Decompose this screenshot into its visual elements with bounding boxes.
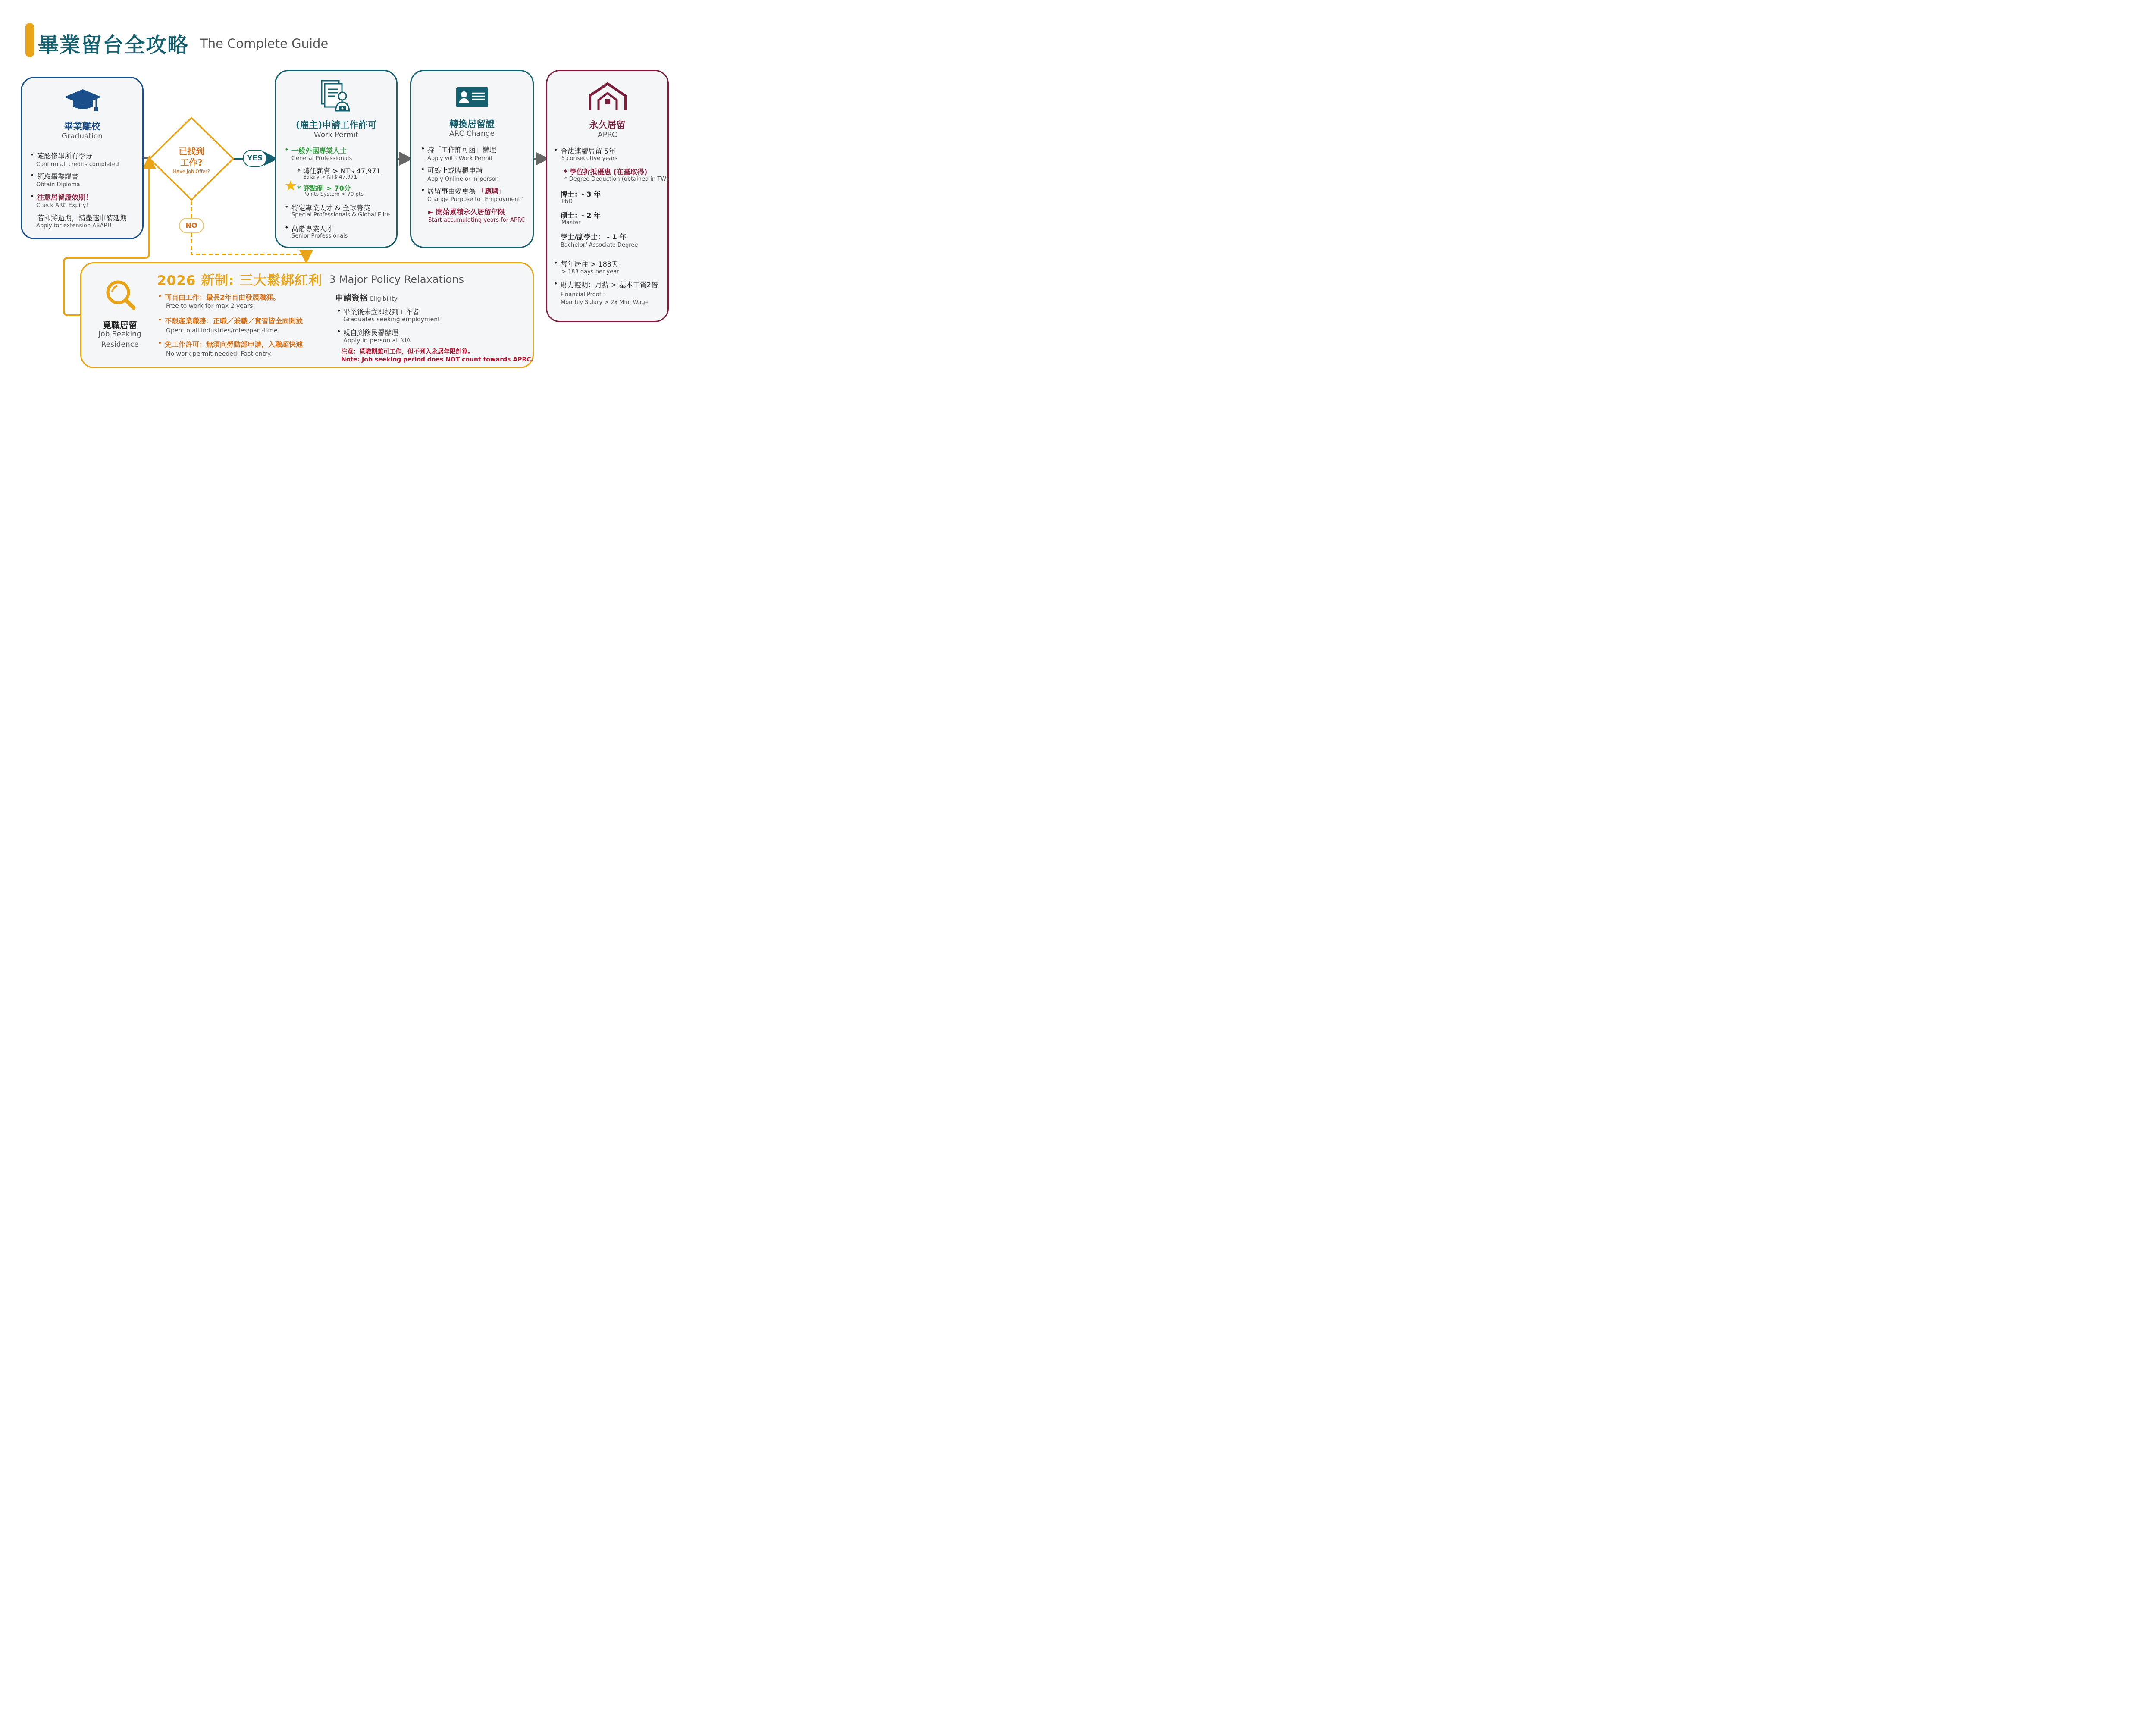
yes-label: YES	[247, 154, 263, 163]
arc-change	[427, 186, 505, 196]
aprc-degree-master: 碩士：- 2 年	[561, 211, 601, 220]
decision-question-line2: 工作?	[180, 157, 203, 168]
aprc-bullet-3: •	[554, 279, 558, 288]
page-title: 畢業留台全攻略	[38, 33, 189, 57]
document-person-icon	[321, 80, 352, 113]
eligibility-item-2: 親自到移民署辦理	[343, 329, 399, 337]
graduation-cap-icon	[63, 88, 102, 112]
arc-change-en: Change Purpose to "Employment"	[427, 196, 523, 203]
arc-change-text: 居留事由變更為	[427, 187, 478, 195]
eligibility-heading	[335, 292, 398, 303]
policy-title: 2026 新制: 三大鬆綁紅利	[157, 273, 323, 289]
work-permit-senior: 高階專業人才	[291, 225, 333, 233]
work-permit-senior-en: Senior Professionals	[291, 233, 348, 239]
arc-bullet-3: •	[421, 186, 425, 194]
aprc-title: 永久居留	[589, 120, 626, 130]
eligibility-heading-zh: 申請資格	[335, 293, 368, 303]
graduation-item-1-en: Confirm all credits completed	[36, 161, 119, 168]
aprc-degree-bachelor: 學士/副學士： - 1 年	[561, 233, 627, 241]
work-permit-salary: * 聘任薪資 > NT$ 47,971	[297, 167, 381, 175]
benefit-3-en: No work permit needed. Fast entry.	[166, 351, 272, 358]
aprc-years-en: 5 consecutive years	[561, 155, 618, 162]
aprc-degree-master-en: Master	[561, 220, 581, 226]
magnifier-icon	[105, 279, 136, 310]
arc-change-employment: 「應聘」	[478, 187, 506, 195]
aprc-days-en: > 183 days per year	[561, 269, 619, 275]
arc-start: ► 開始累積永久居留年限	[428, 208, 505, 216]
star-icon: ★	[284, 177, 298, 194]
work-permit-special-en: Special Professionals & Global Elite	[291, 212, 390, 218]
graduation-item-3-en: Check ARC Expiry!	[36, 202, 88, 209]
arc-bullet-2: •	[421, 165, 425, 173]
work-permit-points: * 評點制 > 70分	[297, 184, 351, 192]
graduation-item-2: 領取畢業證書	[37, 172, 79, 181]
benefit-1-en: Free to work for max 2 years.	[166, 303, 255, 310]
work-permit-bullet-2: •	[285, 203, 289, 211]
eligibility-item-1-en: Graduates seeking employment	[343, 316, 440, 323]
eligibility-bullet-2: •	[337, 327, 341, 336]
eligibility-heading-en: Eligibility	[370, 295, 398, 302]
benefit-bullet-3: •	[158, 339, 162, 347]
no-label: NO	[185, 221, 197, 229]
graduation-item-3: 注意居留證效期！	[37, 193, 93, 201]
arc-item-1-en: Apply with Work Permit	[427, 155, 493, 162]
work-permit-special: 特定專業人才 & 全球菁英	[291, 204, 370, 212]
aprc-money-en-1: Financial Proof :	[561, 292, 605, 298]
aprc-days: 每年居住 > 183天	[561, 260, 619, 268]
aprc-money: 財力證明：月薪 > 基本工資2倍	[561, 281, 658, 289]
graduation-bullet-3: •	[30, 192, 34, 200]
aprc-deduction-en: * Degree Deduction (obtained in TW)	[564, 176, 669, 182]
job-seeking-note: 注意：覓職期雖可工作，但不列入永居年限計算。	[341, 348, 474, 355]
benefit-bullet-2: •	[158, 316, 162, 324]
work-permit-bullet-1: •	[285, 145, 289, 154]
job-seeking-note-en: Note: Job seeking period does NOT count towards APRC.	[341, 356, 533, 363]
graduation-extra: 若即將過期，請盡速申請延期	[37, 214, 127, 222]
id-card-icon	[456, 87, 488, 107]
eligibility-item-2-en: Apply in person at NIA	[343, 337, 411, 344]
graduation-item-2-en: Obtain Diploma	[36, 182, 80, 188]
graduation-bullet-1: •	[30, 151, 34, 159]
aprc-years: 合法連續居留 5年	[561, 147, 616, 155]
arc-bullet-1: •	[421, 144, 425, 153]
graduation-item-1: 確認修畢所有學分	[37, 152, 93, 160]
house-icon	[588, 82, 627, 112]
page-subtitle: The Complete Guide	[200, 36, 329, 51]
eligibility-bullet-1: •	[337, 307, 341, 315]
graduation-subtitle: Graduation	[61, 132, 103, 141]
graduation-extra-en: Apply for extension ASAP!!	[36, 223, 112, 229]
decision-question-line1: 已找到	[179, 146, 204, 157]
aprc-degree-phd-en: PhD	[561, 198, 573, 205]
work-permit-subtitle: Work Permit	[313, 131, 359, 139]
work-permit-points-en: Points System > 70 pts	[303, 191, 364, 197]
work-permit-salary-en: Salary > NT$ 47,971	[303, 174, 357, 180]
arc-item-2-en: Apply Online or In-person	[427, 176, 499, 182]
arc-start-en: Start accumulating years for APRC	[428, 217, 525, 223]
work-permit-general-en: General Professionals	[291, 155, 352, 162]
benefit-2: 不限產業職務：正職／兼職／實習皆全面開放	[165, 317, 303, 325]
arc-title: 轉換居留證	[449, 119, 495, 129]
policy-subtitle: 3 Major Policy Relaxations	[329, 273, 464, 285]
benefit-3: 免工作許可：無須向勞動部申請，入職超快速	[165, 340, 303, 348]
aprc-degree-phd: 博士：- 3 年	[561, 190, 601, 198]
graduation-bullet-2: •	[30, 171, 34, 179]
aprc-degree-bachelor-en: Bachelor/ Associate Degree	[561, 242, 638, 248]
aprc-deduction: * 學位折抵優惠 (在臺取得)	[564, 168, 648, 176]
benefit-bullet-1: •	[158, 292, 162, 300]
aprc-bullet-2: •	[554, 259, 558, 267]
benefit-2-en: Open to all industries/roles/part-time.	[166, 327, 280, 334]
eligibility-item-1: 畢業後未立即找到工作者	[343, 308, 420, 316]
arc-item-1: 持「工作許可函」辦理	[427, 146, 497, 154]
work-permit-title: (雇主)申請工作許可	[295, 120, 377, 130]
arc-item-2: 可線上或臨櫃申請	[427, 166, 483, 175]
aprc-subtitle: APRC	[598, 131, 617, 139]
work-permit-general: 一般外國專業人士	[291, 147, 347, 155]
graduation-title: 畢業離校	[64, 121, 100, 132]
job-seeking-subtitle-2: Residence	[101, 340, 139, 349]
arc-subtitle: ARC Change	[449, 129, 495, 138]
decision-question-en: Have Job Offer?	[173, 169, 210, 174]
aprc-bullet-1: •	[554, 146, 558, 154]
work-permit-bullet-3: •	[285, 223, 289, 232]
aprc-money-en-2: Monthly Salary > 2x Min. Wage	[561, 299, 649, 306]
benefit-1: 可自由工作：最長2年自由發展職涯。	[165, 293, 280, 301]
job-seeking-title: 覓職居留	[103, 320, 137, 330]
job-seeking-subtitle-1: Job Seeking	[98, 330, 141, 339]
